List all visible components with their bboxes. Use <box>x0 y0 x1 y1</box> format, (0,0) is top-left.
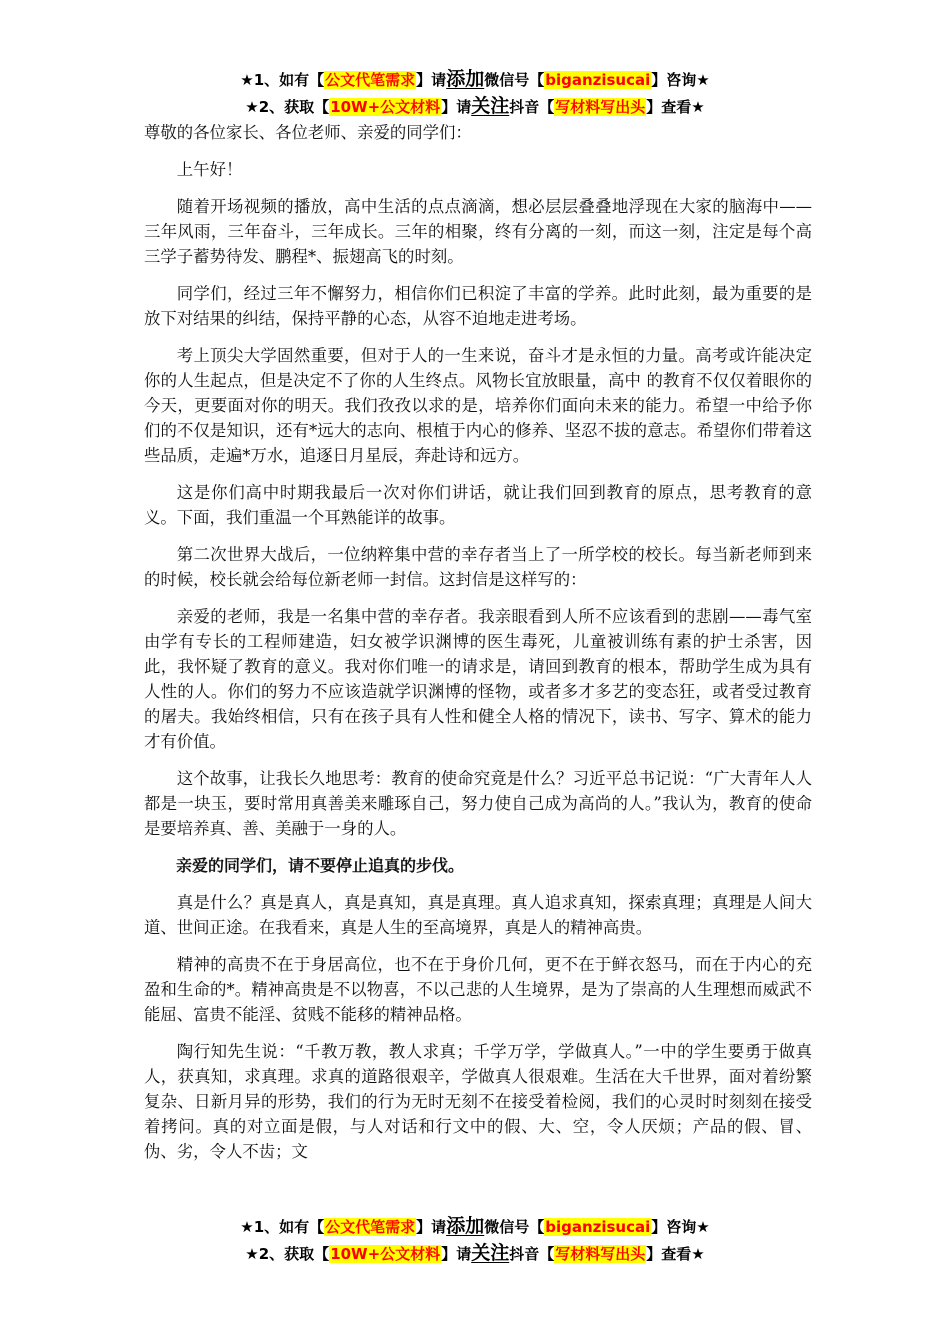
promo-text: 】查看★ <box>646 98 705 116</box>
promo-line-2 <box>0 1240 950 1267</box>
promo-highlight: 10W+公文材料 <box>330 1245 441 1263</box>
promo-text: 】请 <box>416 1218 447 1236</box>
promo-highlight: 公文代笔需求 <box>325 1218 416 1236</box>
promo-text: 微信号【 <box>484 1218 545 1236</box>
promo-text: ★1、如有【 <box>240 1218 325 1236</box>
section-heading: 亲爱的同学们，请不要停止追真的步伐。 <box>176 856 465 875</box>
body-paragraph: 精神的高贵不在于身居高位，也不在于身价几何，更不在于鲜衣怒马，而在于内心的充盈和生命的*。精神高贵是不以物喜，不以己悲的人生境界，是为了崇高的人生理想而威武不能屈、富贵不能淫、贫贱不能移的精神品格。 <box>144 955 812 1024</box>
promo-text: 微信号【 <box>484 71 545 89</box>
promo-text: 】请 <box>441 1245 472 1263</box>
promo-text: ★2、获取【 <box>245 1245 330 1263</box>
body-paragraph: 这个故事，让我长久地思考：教育的使命究竟是什么？习近平总书记说：“广大青年人人都是一块玉，要时常用真善美来雕琢自己，努力使自己成为高尚的人。”我认为，教育的使命是要培养真、善、美融于一身的人。 <box>144 769 812 838</box>
body-paragraph: 第二次世界大战后，一位纳粹集中营的幸存者当上了一所学校的校长。每当新老师到来的时候，校长就会给每位新老师一封信。这封信是这样写的： <box>144 545 812 589</box>
promo-text: 抖音【 <box>509 98 555 116</box>
speech-body <box>144 120 812 1176</box>
body-paragraph: 这是你们高中时期我最后一次对你们讲话，就让我们回到教育的原点，思考教育的意义。下面，我们重温一个耳熟能详的故事。 <box>144 483 812 527</box>
body-paragraph: 同学们，经过三年不懈努力，相信你们已积淀了丰富的学养。此时此刻，最为重要的是放下对结果的纠结，保持平静的心态，从容不迫地走进考场。 <box>144 284 812 328</box>
promo-line-1 <box>0 66 950 93</box>
promo-highlight: 写材料写出头 <box>555 1245 646 1263</box>
salutation: 尊敬的各位家长、各位老师、亲爱的同学们： <box>144 123 472 142</box>
body-paragraph: 真是什么？真是真人，真是真知，真是真理。真人追求真知，探索真理；真理是人间大道、世间正途。在我看来，真是人生的至高境界，真是人的精神高贵。 <box>144 893 812 937</box>
promo-emphasis: 关注 <box>471 1242 510 1264</box>
promo-banner-top <box>0 66 950 120</box>
promo-highlight: biganzisucai <box>545 1218 651 1236</box>
promo-highlight: 写材料写出头 <box>555 98 646 116</box>
promo-highlight: biganzisucai <box>545 71 651 89</box>
promo-text: 】咨询★ <box>651 1218 710 1236</box>
promo-banner-bottom <box>0 1213 950 1267</box>
promo-text: 】查看★ <box>646 1245 705 1263</box>
body-paragraph: 随着开场视频的播放，高中生活的点点滴滴，想必层层叠叠地浮现在大家的脑海中——三年风雨，三年奋斗，三年成长。三年的相聚，终有分离的一刻，而这一刻，注定是每个高三学子蓄势待发、鹏程*、振翅高飞的时刻。 <box>144 197 812 266</box>
promo-text: 】请 <box>416 71 447 89</box>
body-paragraph: 亲爱的老师，我是一名集中营的幸存者。我亲眼看到人所不应该看到的悲剧——毒气室由学有专长的工程师建造，妇女被学识渊博的医生毒死，儿童被训练有素的护士杀害，因此，我怀疑了教育的意义。我对你们唯一的请求是，请回到教育的根本，帮助学生成为具有人性的人。你们的努力不应该造就学识渊博的怪物，或者多才多艺的变态狂，或者受过教育的屠夫。我始终相信，只有在孩子具有人性和健全人格的情况下，读书、写字、算术的能力才有价值。 <box>144 607 812 751</box>
promo-text: ★2、获取【 <box>245 98 330 116</box>
promo-emphasis: 添加 <box>446 68 485 90</box>
body-paragraph: 陶行知先生说：“千教万教，教人求真；千学万学，学做真人。”一中的学生要勇于做真人，获真知，求真理。求真的道路很艰辛，学做真人很艰难。生活在大千世界，面对着纷繁复杂、日新月异的形势，我们的行为无时无刻不在接受着检阅，我们的心灵时时刻刻在接受着拷问。真的对立面是假，与人对话和行文中的假、大、空，令人厌烦；产品的假、冒、伪、劣，令人不齿；文 <box>144 1042 812 1161</box>
greeting: 上午好！ <box>176 160 243 179</box>
promo-line-2 <box>0 93 950 120</box>
promo-highlight: 公文代笔需求 <box>325 71 416 89</box>
body-paragraph: 考上顶尖大学固然重要，但对于人的一生来说，奋斗才是永恒的力量。高考或许能决定你的人生起点，但是决定不了你的人生终点。风物长宜放眼量，高中 的教育不仅仅着眼你的今天，更要面对你的明天。我们孜孜以求的是，培养你们面向未来的能力。希望一中给予你们的不仅是知识，还有*远大的志向、根植于内心的修养、坚忍不拔的意志。希望你们带着这些品质，走遍*万水，追逐日月星辰，奔赴诗和远方。 <box>144 346 812 465</box>
promo-emphasis: 添加 <box>446 1215 485 1237</box>
promo-text: ★1、如有【 <box>240 71 325 89</box>
promo-text: 】咨询★ <box>651 71 710 89</box>
promo-highlight: 10W+公文材料 <box>330 98 441 116</box>
promo-text: 抖音【 <box>509 1245 555 1263</box>
promo-text: 】请 <box>441 98 472 116</box>
promo-line-1 <box>0 1213 950 1240</box>
promo-emphasis: 关注 <box>471 95 510 117</box>
